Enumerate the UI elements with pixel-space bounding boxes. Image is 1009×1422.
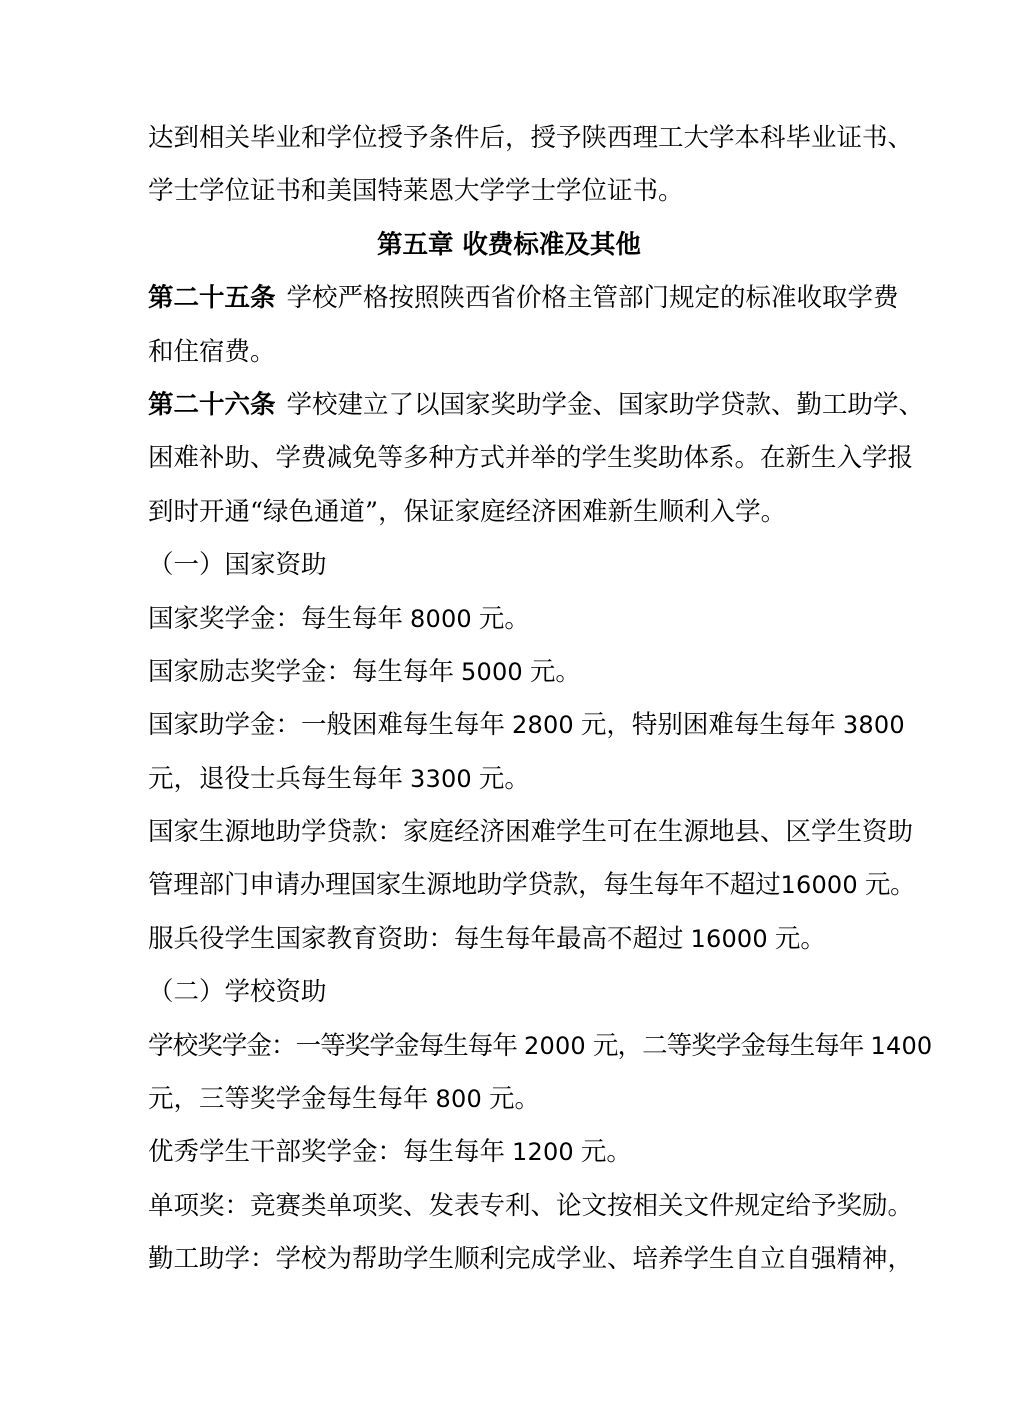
text-line-segment: 元，二等奖学金每生每年 <box>592 1030 864 1061</box>
text-line <box>148 913 870 966</box>
text-line-segment: 元。 <box>478 603 530 634</box>
text-line <box>148 699 905 752</box>
article-number <box>148 272 873 325</box>
text-line <box>148 112 914 165</box>
text-line-segment: 单项奖：竞赛类单项奖、发表专利、论文按相关文件规定给予奖 <box>148 1190 863 1221</box>
text-line <box>148 1020 933 1073</box>
text-line-segment: 国家生源地助学贷款：家庭经济困难学生可在生源地县、区学生资 <box>148 817 888 848</box>
text-line-segment: 国家励志奖学金：每生每年 <box>148 656 455 687</box>
text-line-segment: 费 <box>873 283 899 314</box>
text-line-segment: 元，特别困难每生每年 <box>580 710 836 741</box>
text-line <box>148 859 916 912</box>
text-line-segment: 励。 <box>862 1190 914 1221</box>
text-line-segment: 元。 <box>864 870 916 901</box>
amount-value: 2000 <box>524 1031 586 1060</box>
amount-value: 5000 <box>461 657 523 686</box>
text-line-segment: 学校严格按照陕西省价格主管部门规定的标准收取学 <box>286 283 874 314</box>
text-line <box>148 272 899 325</box>
amount-value: 800 <box>435 1085 482 1114</box>
text-line <box>148 1126 870 1179</box>
text-line-segment: 勤工助学：学校为帮助学生顺利完成学业、培养学生自立自强精 <box>148 1244 863 1275</box>
text-line <box>148 1233 914 1286</box>
subsection-heading: （一）国家资助 <box>148 550 327 581</box>
text-line-segment <box>148 1020 871 1073</box>
text-line-segment: 达到相关毕业和学位授予条件后，授予陕西理工大学本科毕业证 <box>148 123 863 153</box>
text-line-segment: 元。 <box>529 656 581 687</box>
text-line-segment: 元。 <box>478 763 530 794</box>
chapter-heading: 第五章 收费标准及其他 <box>377 229 641 260</box>
amount-value: 1400 <box>870 1031 933 1060</box>
text-line-segment: 报 <box>887 443 914 474</box>
article-number-label: 第二十六条 <box>148 389 276 420</box>
amount-value: 8000 <box>410 604 472 633</box>
text-line-segment: 学校建立了以国家奖助学金、国家助学贷款、勤工助 <box>286 389 874 420</box>
text-line: 到时开通“绿色通道”，保证家庭经济困难新生顺利入学。 <box>148 496 787 527</box>
text-line-segment: 元。 <box>580 1137 632 1168</box>
amount-value: 1200 <box>512 1138 574 1167</box>
text-line-segment: 书、 <box>862 123 914 153</box>
text-line-segment: 元，退役士兵每生每年 <box>148 763 404 794</box>
text-line <box>148 646 870 699</box>
text-line <box>148 1073 870 1126</box>
amount-value: 3800 <box>842 711 905 740</box>
text-line <box>148 753 870 806</box>
amount-value: 16000 <box>780 871 858 900</box>
article-number-label: 第二十五条 <box>148 283 276 314</box>
text-line <box>148 379 925 432</box>
text-line-segment: 国家奖学金：每生每年 <box>148 603 404 634</box>
subsection-heading: （二）学校资助 <box>148 977 327 1008</box>
text-line: 学士学位证书和美国特莱恩大学学士学位证书。 <box>148 176 684 207</box>
text-line-segment: 学、 <box>873 389 925 420</box>
article-number <box>148 379 873 432</box>
amount-value: 2800 <box>512 711 574 740</box>
text-line-segment: 国家助学金：一般困难每生每年 <box>148 710 506 741</box>
text-line-segment: 困难补助、学费减免等多种方式并举的学生奖助体系。在新生入学 <box>148 443 888 474</box>
text-line-segment <box>148 699 843 752</box>
text-line-segment: 神， <box>862 1244 914 1275</box>
text-line-segment: 学校奖学金：一等奖学金每生每年 <box>148 1030 518 1061</box>
text-line-segment: 服兵役学生国家教育资助：每生每年最高不超过 <box>148 923 684 954</box>
text-line-segment: 助 <box>887 817 914 848</box>
amount-value: 3300 <box>410 764 472 793</box>
text-line-segment <box>781 859 916 912</box>
text-line <box>148 1180 914 1233</box>
text-line-segment: 元。 <box>488 1084 540 1115</box>
text-line-segment: 元。 <box>774 923 826 954</box>
document-body <box>148 112 933 1287</box>
text-line <box>148 593 870 646</box>
amount-value: 16000 <box>690 924 768 953</box>
text-line-segment: 元，三等奖学金每生每年 <box>148 1084 429 1115</box>
text-line-segment: 优秀学生干部奖学金：每生每年 <box>148 1137 506 1168</box>
text-line <box>148 806 914 859</box>
text-line: 和住宿费。 <box>148 336 276 367</box>
text-line <box>148 432 914 485</box>
text-line-segment: 管理部门申请办理国家生源地助学贷款，每生每年不超过 <box>148 870 781 901</box>
